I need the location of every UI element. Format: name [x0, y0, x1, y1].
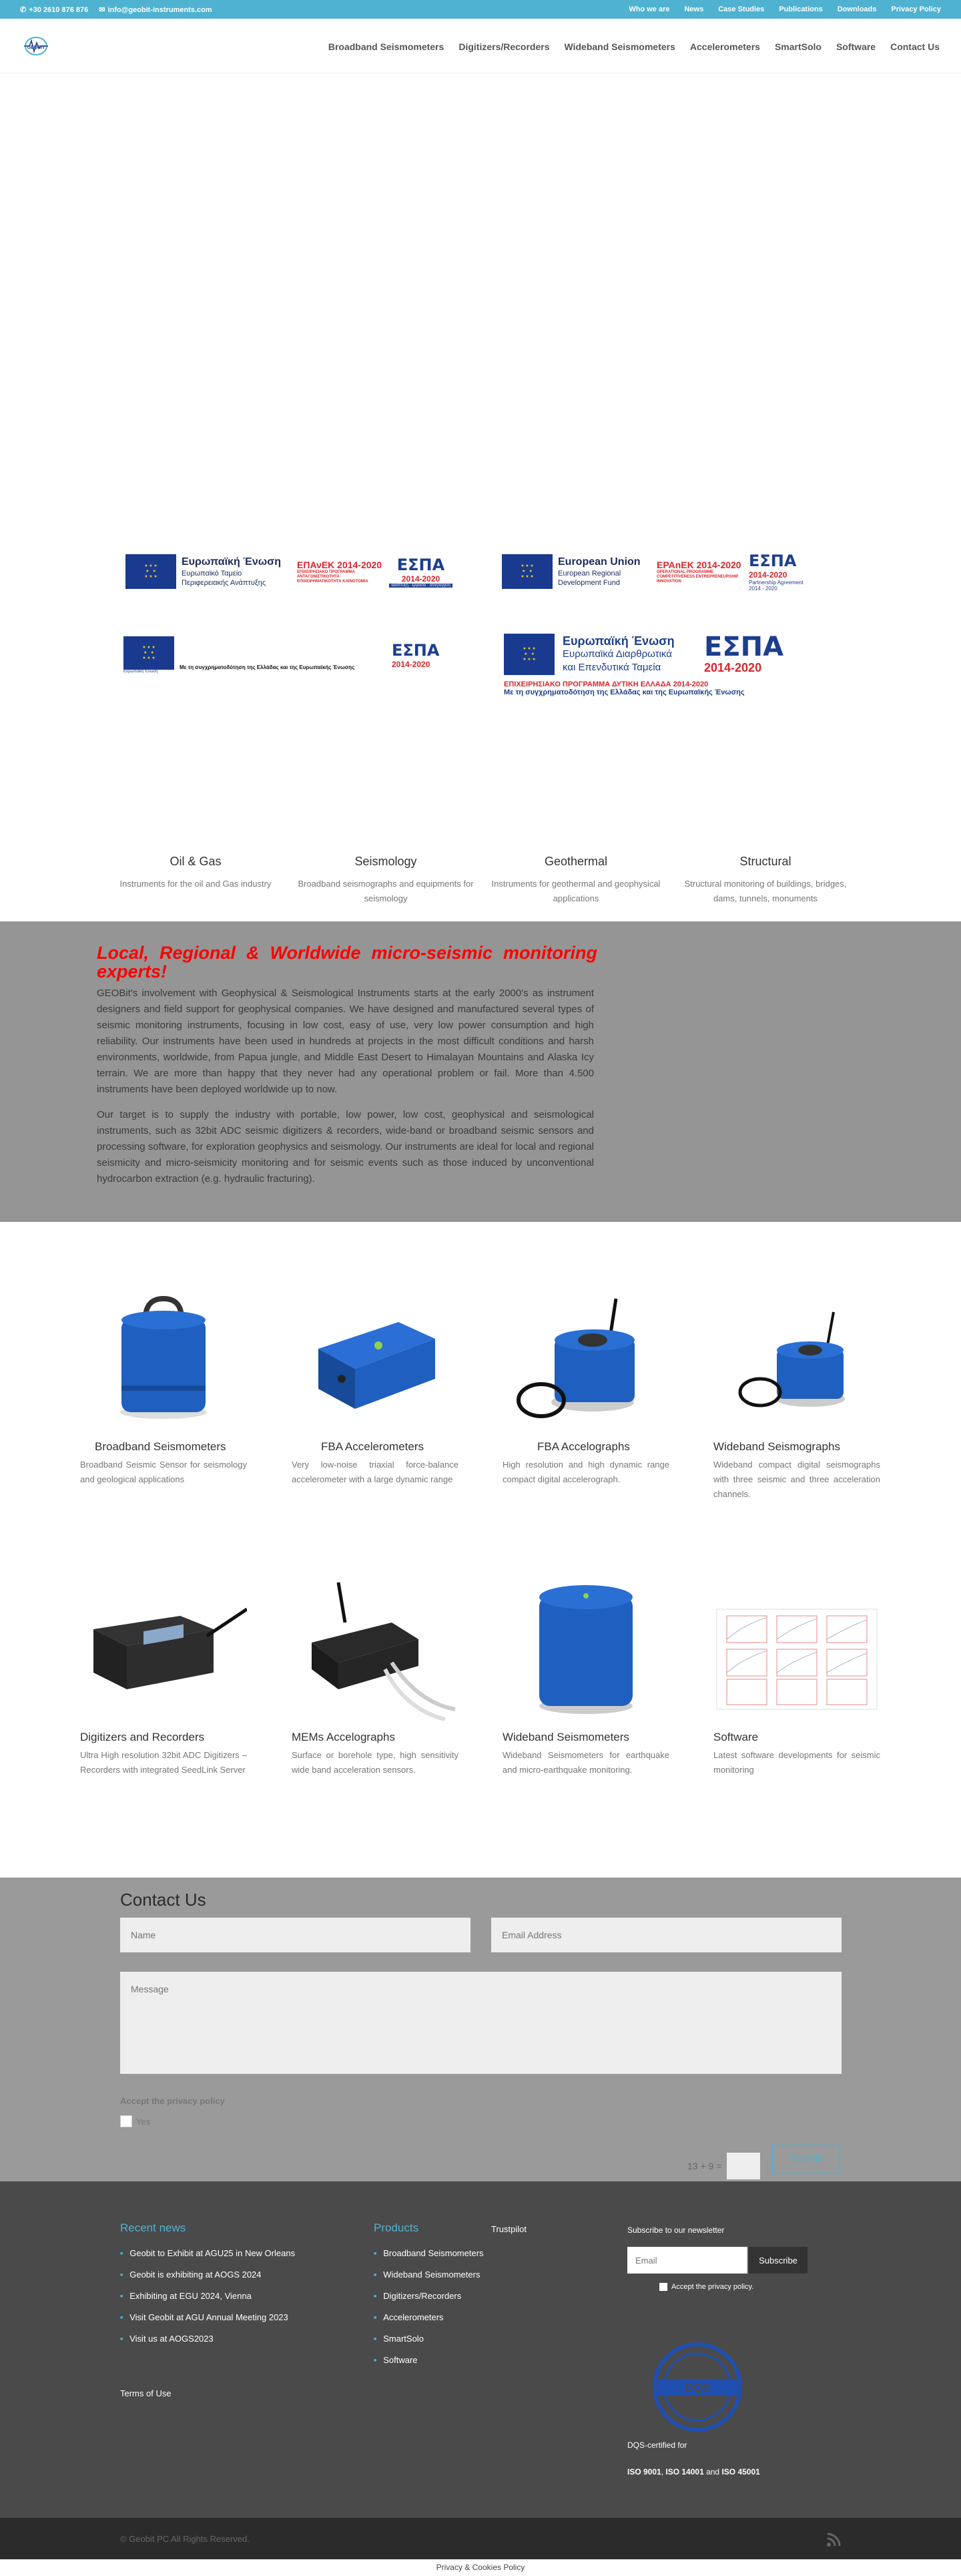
iso-line — [627, 2467, 760, 2477]
product-image — [503, 1285, 669, 1432]
product-desc: Wideband Seismometers for earthquake and micro-earthquake monitoring. — [503, 1750, 669, 1775]
newsletter-privacy-row[interactable] — [659, 2283, 753, 2291]
espa-years: 2014-2020 — [749, 570, 787, 580]
terms-link[interactable]: Terms of Use — [120, 2388, 172, 2398]
footer-products — [374, 2221, 507, 2371]
footer-product-link[interactable]: ■ Wideband Seismometers — [374, 2264, 507, 2286]
secondary-nav — [629, 5, 941, 13]
newsletter-heading: Subscribe to our newsletter — [627, 2225, 725, 2235]
product-image — [80, 1285, 247, 1432]
banner-line: European Regional — [558, 570, 621, 578]
banner-line: Development Fund — [558, 579, 620, 587]
captcha — [687, 2153, 760, 2179]
product-title: FBA Accelographs — [537, 1440, 630, 1453]
secnav-case-studies[interactable]: Case Studies — [718, 5, 765, 13]
nav-wideband-seismometers[interactable]: Wideband Seismometers — [564, 41, 675, 52]
eu-flag-icon — [125, 554, 176, 589]
nav-broadband-seismometers[interactable]: Broadband Seismometers — [328, 41, 444, 52]
eu-flag-icon — [504, 634, 555, 675]
espa-partnership: Partnership Agreement 2014 - 2020 — [749, 580, 804, 592]
phone-link[interactable] — [20, 5, 88, 14]
mail-icon: ✉ — [99, 6, 105, 14]
program-subtitle: ΕΠΙΧΕΙΡΗΣΙΑΚΟ ΠΡΟΓΡΑΜΜΑ ΑΝΤΑΓΩΝΙΣΤΙΚΟΤΗΤΑ ΕΠΙΧΕΙΡΗΜΑΤΙΚΟΤΗΤΑ ΚΑΙΝΟΤΟΜΙΑ — [297, 570, 368, 584]
product-fba-accelerometers[interactable] — [292, 1285, 458, 1487]
svg-text:GEOBIT: GEOBIT — [27, 45, 45, 50]
news-item[interactable]: ■ Visit us at AOGS2023 — [120, 2328, 347, 2350]
category-geothermal[interactable] — [486, 855, 666, 906]
product-desc: Broadband Seismic Sensor for seismology and geological applications — [80, 1460, 247, 1484]
category-title: Geothermal — [544, 855, 608, 868]
iso-14001: ISO 14001 — [665, 2467, 704, 2477]
product-title: Software — [713, 1731, 759, 1743]
main-nav — [328, 41, 940, 52]
email-link[interactable] — [99, 5, 212, 14]
funding-banner-epanek-gr — [125, 552, 456, 592]
product-title: Wideband Seismographs — [713, 1440, 840, 1453]
newsletter-email-input[interactable] — [627, 2247, 747, 2274]
category-seismology[interactable] — [296, 855, 476, 906]
privacy-checkbox[interactable] — [120, 2115, 132, 2127]
product-image — [713, 1576, 880, 1723]
nav-accelerometers[interactable]: Accelerometers — [689, 41, 760, 52]
program-name: EPAnEK 2014-2020 — [657, 559, 741, 570]
espa-years: 2014-2020 — [704, 661, 762, 674]
espa-motto: ανάπτυξη - εργασία - αλληλεγγύη — [389, 584, 452, 588]
category-title: Structural — [739, 855, 791, 868]
contact-section — [0, 1878, 961, 2181]
footer-product-link[interactable]: ■ Broadband Seismometers — [374, 2243, 507, 2264]
dqs-certificate-badge — [651, 2340, 744, 2434]
newsletter-privacy-label: Accept the privacy policy. — [671, 2283, 754, 2291]
email-address: info@geobit-instruments.com — [107, 5, 212, 14]
product-mems-accelographs[interactable] — [292, 1576, 458, 1777]
trustpilot-widget[interactable]: Trustpilot — [491, 2224, 527, 2234]
program-name: ΕΠΑνΕΚ 2014-2020 — [297, 559, 382, 570]
nav-software[interactable]: Software — [836, 41, 876, 52]
footer-product-link[interactable]: ■ SmartSolo — [374, 2328, 507, 2350]
copyright: © Geobit PC All Rights Reserved. — [120, 2534, 250, 2544]
intro-heading: Local, Regional & Worldwide micro-seismic monitoring experts! — [97, 943, 597, 982]
category-title: Seismology — [354, 855, 417, 868]
category-structural[interactable] — [675, 855, 856, 906]
iso-9001: ISO 9001 — [627, 2467, 661, 2477]
secnav-publications[interactable]: Publications — [779, 5, 823, 13]
phone-icon: ✆ — [20, 6, 27, 14]
intro-paragraph: Our target is to supply the industry with portable, low power, low cost, geophysical and seismological instruments, such as 32bit ADC seismic digitizers & recorders, wide-band or broadband seismic sensors and processing software, for exploration geophysics and seismology. Our instruments are ideal for local and regional seismicity and micro-seismicity monitoring and for seismic events such as those induced by unconventional hydrocarbon extraction (e.g. hydraulic fracturing). — [97, 1109, 594, 1185]
top-bar — [0, 0, 961, 19]
iso-separator: and — [703, 2467, 722, 2477]
product-desc: Wideband compact digital seismographs with three seismic and three acceleration channels. — [713, 1460, 880, 1499]
email-input[interactable] — [491, 1918, 842, 1952]
iso-separator: , — [661, 2467, 666, 2477]
subscribe-button[interactable]: Subscribe — [749, 2247, 808, 2274]
category-title: Oil & Gas — [170, 855, 222, 868]
product-software[interactable] — [713, 1576, 880, 1777]
eu-flag-icon — [502, 554, 553, 589]
nav-smartsolo[interactable]: SmartSolo — [774, 41, 822, 52]
nav-digitizers-recorders[interactable]: Digitizers/Recorders — [458, 41, 550, 52]
banner-line: Ευρωπαϊκό Ταμείο — [182, 570, 242, 578]
dqs-caption: DQS-certified for — [627, 2440, 687, 2450]
category-desc: Structural monitoring of buildings, bridges, dams, tunnels, monuments — [684, 879, 847, 903]
product-broadband-seismometers[interactable] — [80, 1285, 247, 1487]
product-image — [713, 1285, 880, 1432]
footer-product-link[interactable]: ■ Software — [374, 2350, 507, 2371]
news-item[interactable]: ■ Geobit to Exhibit at AGU25 in New Orleans — [120, 2243, 347, 2264]
cofund-text: Με τη συγχρηματοδότηση της Ελλάδας και της Ευρωπαϊκής Ένωσης — [504, 688, 745, 696]
eu-flag-icon — [123, 636, 174, 670]
espa-logo: ΕΣΠΑ — [392, 641, 440, 660]
intro-paragraph: GEOBit's involvement with Geophysical & Seismological Instruments starts at the early 2000's as instrument designers and field support for geophysical companies. We have designed and manufactured several types of seismic monitoring instruments, focusing in low cost, easy of use, very low power consumption and high reliability. Our instruments have been used in hundreds at projects in the most difficult conditions and harsh environments, worldwide, from Papua jungle, and Middle East Desert to Himalayan Mountains and Alaska Icy terrain. We are more than happy that they never had any operational problem or fail. More than 4.500 instruments have been deployed worldwide up to now. — [97, 988, 594, 1095]
submit-button[interactable]: Submit — [772, 2145, 840, 2174]
product-title: FBA Accelerometers — [321, 1440, 424, 1453]
nav-contact-us[interactable]: Contact Us — [890, 41, 940, 52]
product-wideband-seismographs[interactable] — [713, 1285, 880, 1502]
product-title: Broadband Seismometers — [95, 1440, 226, 1453]
contact-heading: Contact Us — [120, 1890, 206, 1910]
site-header — [0, 19, 961, 73]
product-desc: Surface or borehole type, high sensitivity wide band acceleration sensors. — [292, 1750, 458, 1775]
privacy-yes-label: Yes — [136, 2116, 151, 2127]
espa-logo: ΕΣΠΑ — [704, 632, 784, 662]
product-image — [292, 1576, 458, 1723]
program-name: ΕΠΙΧΕΙΡΗΣΙΑΚΟ ΠΡΟΓΡΑΜΜΑ ΔΥΤΙΚΗ ΕΛΛΑΔΑ 2014-2020 — [504, 680, 709, 688]
news-item[interactable]: ■ Exhibiting at EGU 2024, Vienna — [120, 2286, 347, 2307]
flag-caption: Ευρωπαϊκή Ένωση — [123, 670, 158, 674]
banner-line: και Επενδυτικά Ταμεία — [563, 661, 661, 673]
product-desc: Latest software developments for seismic monitoring — [713, 1750, 880, 1775]
name-input[interactable] — [120, 1918, 470, 1952]
secnav-who-we-are[interactable]: Who we are — [629, 5, 670, 13]
product-title: Digitizers and Recorders — [80, 1731, 205, 1743]
product-desc: Very low-noise triaxial force-balance accelerometer with a large dynamic range — [292, 1460, 458, 1484]
espa-years: 2014-2020 — [392, 660, 430, 669]
captcha-input[interactable] — [727, 2153, 760, 2179]
product-image — [503, 1576, 669, 1723]
footer-product-link[interactable]: ■ Accelerometers — [374, 2307, 507, 2328]
secnav-privacy-policy[interactable]: Privacy Policy — [891, 5, 941, 13]
product-title: MEMs Accelographs — [292, 1731, 395, 1743]
product-image — [80, 1576, 247, 1723]
espa-logo: ΕΣΠΑ — [396, 556, 445, 574]
message-textarea[interactable] — [120, 1972, 842, 2074]
secnav-downloads[interactable]: Downloads — [837, 5, 877, 13]
category-desc: Instruments for the oil and Gas industry — [119, 879, 272, 889]
phone-number: +30 2610 876 876 — [29, 5, 89, 14]
banner-title: Ευρωπαϊκή Ένωση — [563, 634, 675, 648]
rss-icon[interactable] — [826, 2533, 841, 2547]
recent-news — [120, 2221, 347, 2350]
product-image — [292, 1285, 458, 1432]
footer-product-link[interactable]: ■ Digitizers/Recorders — [374, 2286, 507, 2307]
iso-45001: ISO 45001 — [721, 2467, 760, 2477]
category-desc: Instruments for geothermal and geophysical applications — [491, 879, 661, 903]
news-heading: Recent news — [120, 2221, 186, 2234]
funding-banner-west-greece — [504, 633, 844, 718]
newsletter-privacy-checkbox[interactable] — [659, 2283, 667, 2291]
intro-section — [0, 921, 961, 1222]
cofund-text: Με τη συγχρηματοδότηση της Ελλάδας και της Ευρωπαϊκής Ένωσης — [180, 664, 355, 670]
captcha-question: 13 + 9 = — [687, 2161, 722, 2171]
product-desc: High resolution and high dynamic range compact digital accelerograph. — [503, 1460, 669, 1484]
funding-banner-cofund-gr — [123, 633, 457, 677]
banner-line: Περιφερειακής Ανάπτυξης — [182, 579, 266, 587]
news-item[interactable]: ■ Visit Geobit at AGU Annual Meeting 2023 — [120, 2307, 347, 2328]
category-desc: Broadband seismographs and equipments for seismology — [298, 879, 474, 903]
secnav-news[interactable]: News — [684, 5, 704, 13]
privacy-cookies-link[interactable]: Privacy & Cookies Policy — [0, 2559, 961, 2576]
product-fba-accelographs[interactable] — [503, 1285, 669, 1487]
privacy-checkbox-row[interactable] — [120, 2115, 150, 2127]
news-item[interactable]: ■ Geobit is exhibiting at AOGS 2024 — [120, 2264, 347, 2286]
banner-line: Ευρωπαϊκά Διαρθρωτικά — [563, 648, 672, 660]
product-digitizers-recorders[interactable] — [80, 1576, 247, 1777]
product-title: Wideband Seismometers — [503, 1731, 629, 1743]
program-subtitle: OPERATIONAL PROGRAMME COMPETITIVENESS ENTREPRENEURSHIP INNOVATION — [657, 570, 739, 584]
site-footer — [0, 2181, 961, 2518]
espa-logo: ΕΣΠΑ — [749, 552, 797, 570]
product-wideband-seismometers[interactable] — [503, 1576, 669, 1777]
banner-title: European Union — [558, 556, 641, 568]
product-desc: Ultra High resolution 32bit ADC Digitizers – Recorders with integrated SeedLink Server — [80, 1750, 247, 1775]
category-oil-gas[interactable] — [105, 855, 286, 891]
funding-banner-epanek-en — [502, 552, 839, 592]
site-logo[interactable] — [21, 35, 51, 57]
products-heading: Products — [374, 2221, 419, 2234]
espa-years: 2014-2020 — [401, 574, 440, 584]
svg-text:DQS: DQS — [685, 2381, 710, 2394]
bottom-bar — [0, 2518, 961, 2559]
banner-title: Ευρωπαϊκή Ένωση — [182, 556, 281, 568]
privacy-heading: Accept the privacy policy — [120, 2096, 225, 2106]
